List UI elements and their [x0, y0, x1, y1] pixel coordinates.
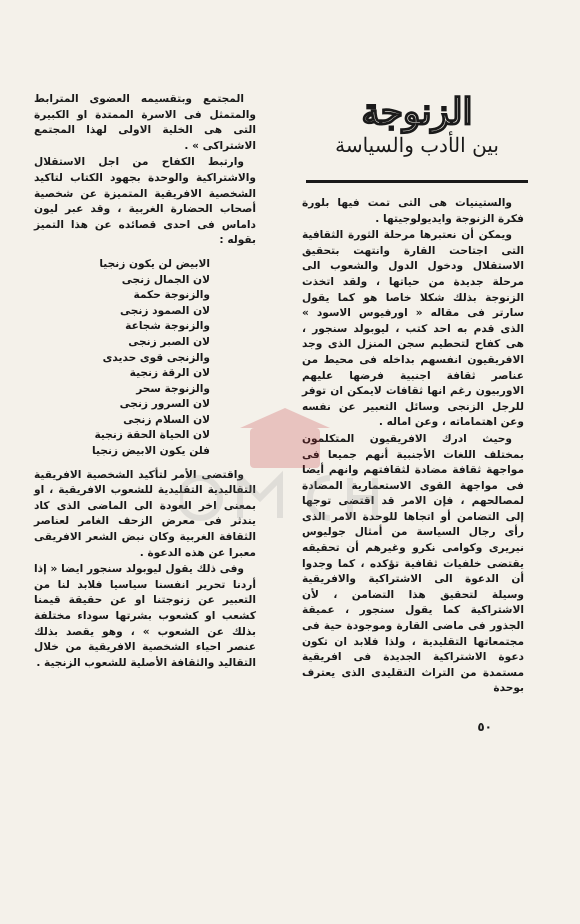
poem-line: والزنوجة شجاعة — [125, 320, 210, 333]
title-divider — [306, 180, 528, 183]
paragraph: ويمكن أن نعتبرها مرحلة الثورة الثقافية التى اجتاحت القارة وانتهت بتحقيق الاستقلال ودخول الدول والشعوب الى مرحلة جديدة من حياتها ، ولقد اتخذت الزنوجة بذلك شكلا خاصا هو كما يقول سارتر فى مقاله « اورفيوس الاسود » الذى قدم به احد كتب ، ليوبولد سنجور ، هى كفاح لتحطيم سجن المنزل الذى وجد الافريقيون انفسهم بداخله فى محيط من عناصر ثقافة اجنبية فرضها عليهم الاوربيون رغم انها ثقافات لايمكن ان توفر للرجل الزنجى وسائل التعبير عن نفسه وعن اهتماماته ، وعن اماله . — [302, 229, 524, 429]
right-column — [302, 196, 524, 698]
poem-line: لان الصمود زنجى — [120, 304, 210, 317]
poem-line: والزنوجة سحر — [136, 382, 210, 395]
poem-line: لان الرقة زنجية — [129, 367, 210, 380]
poem-line: لان الصبر زنجى — [128, 335, 210, 348]
paragraph: وفى ذلك يقول ليوبولد سنجور ايضا « إذا أردنا تحرير انفسنا سياسيا فلابد لنا من التعبير عن زنوجتنا او عن حقيقة قيمنا كشعب او كشعوب بشرتها سوداء مختلفة بذلك عن الشعوب » ، وهو يقصد بذلك عنصر احياء الشخصية الافريقية من خلال التقاليد والثقافة الأصلية للشعوب الزنجية . — [34, 563, 256, 669]
poem-line: والزنوجة حكمة — [133, 289, 210, 302]
page-number: ٥٠ — [477, 720, 492, 734]
paragraph: المجتمع وبتقسيمه العضوى المترابط والمتمثل فى الاسرة الممتدة او الكبيرة التى هى الخلية الاولى لهذا المجتمع الاشتراكى » . — [34, 93, 256, 152]
paragraph: والستينيات هى التى تمت فيها بلورة فكرة الزنوجة وايديولوجيتها . — [302, 197, 524, 225]
left-column — [34, 92, 256, 672]
poem-block — [34, 257, 256, 460]
poem-line: والزنجى قوى حديدى — [102, 351, 210, 364]
poem-line: لان الجمال زنجى — [121, 273, 210, 286]
article-subtitle: بين الأدب والسياسة — [335, 133, 499, 157]
paragraph: وارتبط الكفاح من اجل الاستقلال والاشتراكية والوحدة بجهود الكتاب لتاكيد الشخصية الافريقية المتميزة عن شخصية أصحاب الحضارة الغربية ، وقد عبر ليون داماس فى احدى قصائده عن هذا التميز بقوله : — [34, 156, 256, 247]
paragraph: واقتضى الأمر لتأكيد الشخصية الافريقية التقاليدية التقليدية للشعوب الافريقية ، او بمعنى اخر العودة الى الماضى الذى كاد يندثر فى معرض الزحف الغامر لعناصر الثقافة الغربية وكان نبض الشعر الافريقى معبرا عن هذه الدعوة . — [34, 468, 256, 559]
poem-line: لان الحياة الحقة زنجية — [94, 429, 210, 442]
paragraph: وحيث ادرك الافريقيون المتكلمون بمختلف اللغات الأجنبية أنهم جميعا فى مواجهة ثقافة مضادة لثقافتهم وانهم أيضا فى مواجهة القوى الاستعمارية المضادة لمصالحهم ، فإن الامر قد اقتضى توجها إلى التضامن أو اتجاها للوحدة الامر الذى رأى رجال السياسة من أمثال جوليوس نيريرى وكوامى نكرو وغيرهم أن تحقيقه يقتضى خلفيات ثقافية تؤكده ، كما وجدوا أن الدعوة الى الاشتراكية والافريقية وسيلة لتحقيق هذا التضامن ، لأن الاشتراكية كما يقول سنجور ، عميقة الجذور فى ماضى القارة وموجودة حية فى مجتمعاتها التقليدية ، ولذا فلابد ان تكون دعوة الاشتراكية الجديدة فى افريقية مستمدة من التراث التقليدى الذى يعترف بوحدة — [302, 432, 524, 695]
poem-line: لان السلام زنجى — [123, 413, 210, 426]
poem-line: لان السرور زنجى — [119, 398, 210, 411]
poem-line: الابيض لن يكون زنجيا — [99, 257, 210, 270]
poem-line: فلن يكون الابيض زنجيا — [92, 445, 210, 458]
article-title: الزنوجة — [361, 91, 473, 133]
article-title-block — [306, 92, 528, 180]
